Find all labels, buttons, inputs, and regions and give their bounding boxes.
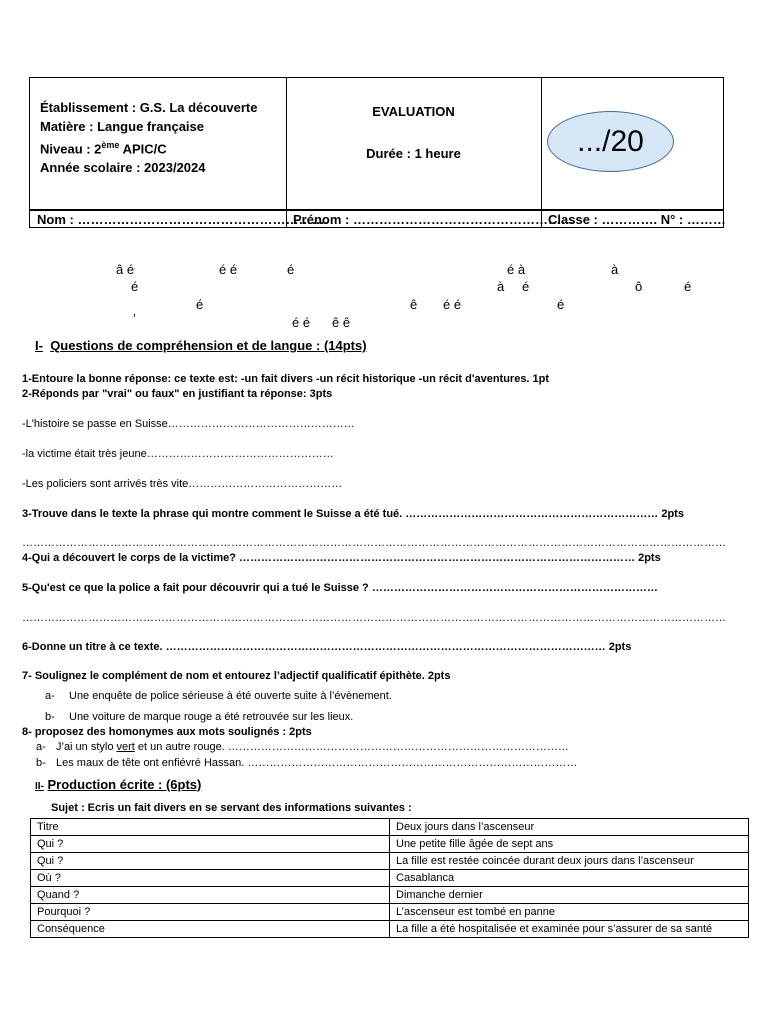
accent-glyph: â é [116,262,135,277]
table-value: Deux jours dans l’ascenseur [390,819,749,836]
question-6[interactable]: 6-Donne un titre à ce texte. ………………………………………………………………………………………………………… 2pts [22,641,632,653]
accent-glyph: ê [410,297,418,312]
niveau-suffix: APIC/C [119,141,167,157]
q8a-pre: J’ai un stylo [56,741,117,753]
table-row [31,887,749,904]
table-row [31,836,749,853]
q7-item-b[interactable]: Une voiture de marque rouge a été retrouvée sur les lieux. [69,711,354,723]
table-row [31,853,749,870]
evaluation-title: EVALUATION [372,104,455,119]
q8-item-a-label: a- [36,741,46,753]
etablissement: Établissement : G.S. La découverte [40,100,258,115]
score-ellipse [547,111,674,172]
q8-item-a[interactable] [56,741,569,753]
accent-glyph: é à [507,262,526,277]
table-key: Qui ? [31,853,390,870]
prenom-field[interactable]: Prénom : …………………………………………… [293,212,574,227]
table-value: La fille est restée coincée durant deux jours dans l’ascenseur [390,853,749,870]
accent-glyph: à [611,262,619,277]
matiere: Matière : Langue française [40,119,204,134]
section-2-title: Production écrite : (6pts) [47,777,202,792]
table-key: Conséquence [31,921,390,938]
statement-2[interactable]: -la victime était très jeune…………………………………………… [22,448,334,460]
annee: Année scolaire : 2023/2024 [40,160,206,176]
q7-item-a[interactable]: Une enquête de police sérieuse à été ouverte suite à l’évènement. [69,690,392,702]
nom-field[interactable]: Nom : …………………………………………………. [37,212,329,227]
accent-glyph: ô [635,279,643,294]
duration: Durée : 1 heure [366,146,461,161]
accent-glyph: é [522,279,530,294]
sujet: Sujet : Ecris un fait divers en se servant des informations suivantes : [51,802,412,814]
section-1-number: I- [35,338,43,353]
question-8: 8- proposez des homonymes aux mots soulignés : 2pts [22,726,312,738]
accent-glyph: é [131,279,139,294]
table-key: Quand ? [31,887,390,904]
statement-3[interactable]: -Les policiers sont arrivés très vite…………………………………… [22,478,343,490]
score-text: .../20 [577,124,644,158]
header-divider-2 [541,78,542,227]
header-divider-horizontal [30,209,723,211]
answer-line-5[interactable]: ………………………………………………………………………………………………………………………………………………………………………… [22,612,726,624]
table-row [31,819,749,836]
statement-1[interactable]: -L'histoire se passe en Suisse…………………………………………… [22,418,355,430]
table-row [31,904,749,921]
school-info [40,98,257,177]
section-2-number: II- [35,781,44,792]
accent-glyph: é é [219,262,238,277]
question-5[interactable]: 5-Qu'est ce que la police a fait pour découvrir qui a tué le Suisse ? …………………………………………………………………… [22,582,658,594]
answer-line-3[interactable]: ………………………………………………………………………………………………………………………………………………………………………… [22,537,726,549]
classe-field[interactable]: Classe : …………. N° : ……… [548,212,726,227]
table-value: La fille a été hospitalisée et examinée pour s’assurer de sa santé [390,921,749,938]
production-table [30,818,749,938]
table-value: L’ascenseur est tombé en panne [390,904,749,921]
section-1-heading [35,338,367,353]
accent-glyph: é é [292,315,311,330]
accent-glyph: ê ê [332,315,351,330]
table-key: Pourquoi ? [31,904,390,921]
q8-item-b-label: b- [36,757,46,769]
section-1-title: Questions de compréhension et de langue : (14pts) [50,338,367,353]
table-row [31,921,749,938]
table-value: Une petite fille âgée de sept ans [390,836,749,853]
question-4[interactable]: 4-Qui a découvert le corps de la victime? ……………………………………………………………………………………………… 2pts [22,552,661,564]
niveau-prefix: Niveau : 2 [40,141,102,157]
table-key: Où ? [31,870,390,887]
table-value: Dimanche dernier [390,887,749,904]
table-key: Titre [31,819,390,836]
table-key: Qui ? [31,836,390,853]
q8-item-b[interactable]: Les maux de tête ont enfiévré Hassan. ……………………………………………………………………………… [56,757,578,769]
q7-item-b-label: b- [45,711,55,723]
accent-glyph: ’ [133,311,136,326]
q8a-underlined-word: vert [116,741,135,753]
q8a-post: et un autre rouge. ………………………………………………………………………………… [134,741,569,753]
accent-glyph: é [557,297,565,312]
question-1: 1-Entoure la bonne réponse: ce texte est: -un fait divers -un récit historique -un récit d'aventures. 1pt [22,373,550,385]
question-7: 7- Soulignez le complément de nom et entourez l’adjectif qualificatif épithète. 2pts [22,670,451,682]
q7-item-a-label: a- [45,690,55,702]
accent-glyph: é é [443,297,462,312]
accent-glyph: é [287,262,295,277]
niveau-sup: ème [101,140,120,150]
question-3[interactable]: 3-Trouve dans le texte la phrase qui montre comment le Suisse a été tué. …………………………………………………………… 2pts [22,508,684,520]
table-value: Casablanca [390,870,749,887]
header-box [29,77,724,228]
section-2-heading [35,777,201,792]
niveau [40,136,257,158]
accent-glyph: é [196,297,204,312]
accent-glyph: é [684,279,692,294]
table-row [31,870,749,887]
question-2: 2-Réponds par "vrai" ou faux" en justifiant ta réponse: 3pts [22,388,333,400]
accent-glyph: à [497,279,505,294]
